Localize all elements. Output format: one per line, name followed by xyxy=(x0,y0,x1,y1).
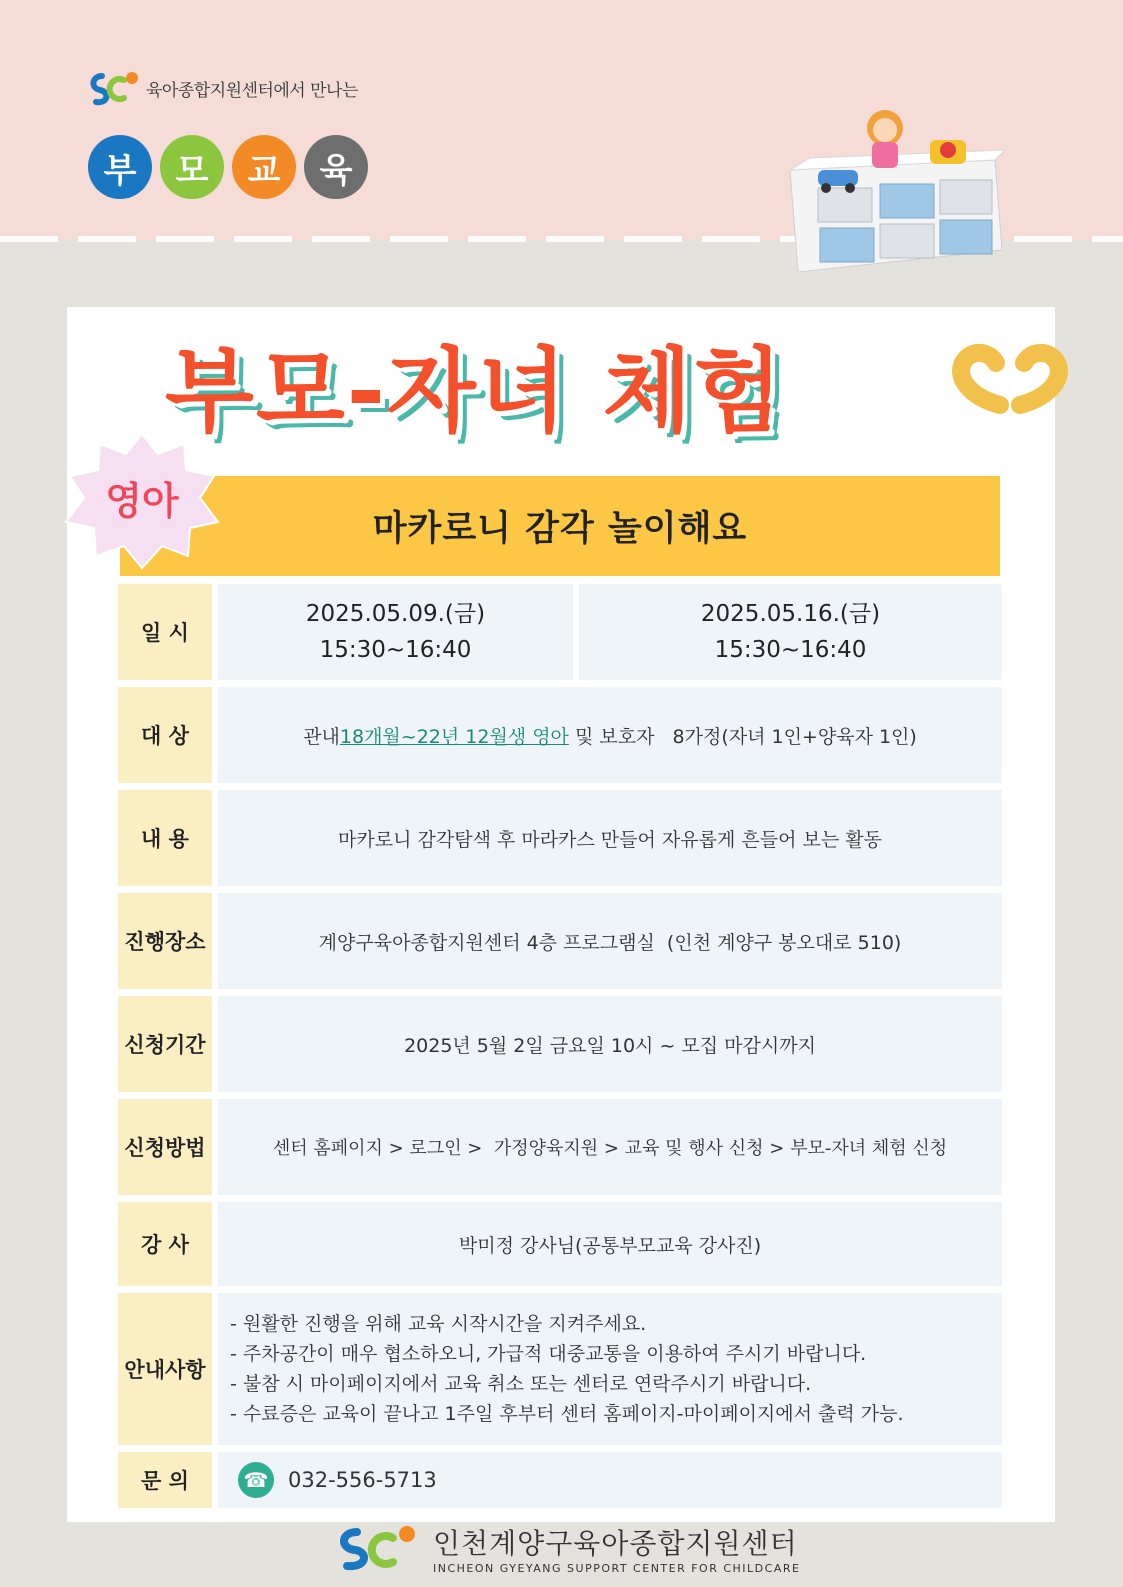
row-label: 문 의 xyxy=(118,1452,212,1508)
notice-item: - 원활한 진행을 위해 교육 시작시간을 지켜주세요. xyxy=(230,1313,647,1335)
target-prefix: 관내 xyxy=(303,725,340,748)
header-subtitle: 육아종합지원센터에서 만나는 xyxy=(146,80,358,101)
row-label: 안내사항 xyxy=(118,1293,212,1445)
notice-list xyxy=(218,1293,1002,1445)
row-label: 내 용 xyxy=(118,790,212,886)
row-schedule xyxy=(118,584,1002,680)
row-notice xyxy=(118,1293,1002,1445)
venue-value: 계양구육아종합지원센터 4층 프로그램실 (인천 계양구 봉오대로 510) xyxy=(218,893,1002,989)
center-logo-icon xyxy=(335,1520,419,1576)
notice-item: - 수료증은 교육이 끝나고 1주일 후부터 센터 홈페이지-마이페이지에서 출력 가능. xyxy=(230,1403,904,1425)
heart-decoration-icon xyxy=(950,335,1070,420)
row-venue xyxy=(118,893,1002,989)
row-label: 진행장소 xyxy=(118,893,212,989)
notice-item: - 불참 시 마이페이지에서 교육 취소 또는 센터로 연락주시기 바랍니다. xyxy=(230,1373,812,1395)
banner-title: 마카로니 감각 놀이해요 xyxy=(372,509,748,549)
date-cell-2 xyxy=(579,584,1002,680)
method-value: 센터 홈페이지 > 로그인 > 가정양육지원 > 교육 및 행사 신청 > 부모-자녀 체험 신청 xyxy=(218,1099,1002,1195)
date-cell-1 xyxy=(218,584,573,680)
content-value: 마카로니 감각탐색 후 마라카스 만들어 자유롭게 흔들어 보는 활동 xyxy=(218,790,1002,886)
phone-number[interactable]: 032-556-5713 xyxy=(288,1468,437,1492)
row-contact xyxy=(118,1452,1002,1508)
instructor-value: 박미정 강사님(공통부모교육 강사진) xyxy=(218,1202,1002,1286)
row-period xyxy=(118,996,1002,1092)
page-title: 부모-자녀 체험 xyxy=(165,338,785,445)
row-target xyxy=(118,687,1002,783)
circle-char: 모 xyxy=(160,135,224,199)
program-banner xyxy=(120,476,1000,576)
row-label: 대 상 xyxy=(118,687,212,783)
row-label: 일 시 xyxy=(118,584,212,680)
row-content xyxy=(118,790,1002,886)
target-highlight: 18개월~22년 12월생 영아 xyxy=(339,725,569,748)
time-value: 15:30~16:40 xyxy=(319,637,472,663)
footer-text xyxy=(433,1522,800,1575)
circle-char: 교 xyxy=(232,135,296,199)
footer-logo xyxy=(335,1520,800,1576)
notice-item: - 주차공간이 매우 협소하오니, 가급적 대중교통을 이용하여 주시기 바랍니다. xyxy=(230,1343,867,1365)
row-instructor xyxy=(118,1202,1002,1286)
footer-english-name: INCHEON GYEYANG SUPPORT CENTER FOR CHILDCARE xyxy=(433,1561,801,1575)
footer-center-name: 인천계양구육아종합지원센터 xyxy=(433,1526,798,1560)
age-badge: 영아 xyxy=(105,479,179,523)
parent-education-circles xyxy=(88,135,368,199)
date-value: 2025.05.16.(금) xyxy=(700,601,881,627)
circle-char: 부 xyxy=(88,135,152,199)
row-method xyxy=(118,1099,1002,1195)
row-label: 강 사 xyxy=(118,1202,212,1286)
phone-icon: ☎ xyxy=(238,1462,274,1498)
toy-shelf-illustration xyxy=(780,100,1010,275)
header-logo xyxy=(88,66,358,110)
row-label: 신청기간 xyxy=(118,996,212,1092)
contact-value xyxy=(218,1452,1002,1508)
center-logo-icon xyxy=(88,66,140,110)
time-value: 15:30~16:40 xyxy=(714,637,867,663)
period-value: 2025년 5월 2일 금요일 10시 ~ 모집 마감시까지 xyxy=(218,996,1002,1092)
target-suffix: 및 보호자 8가정(자녀 1인+양육자 1인) xyxy=(568,725,917,748)
date-value: 2025.05.09.(금) xyxy=(305,601,486,627)
row-label: 신청방법 xyxy=(118,1099,212,1195)
target-value xyxy=(218,687,1002,783)
circle-char: 육 xyxy=(304,135,368,199)
